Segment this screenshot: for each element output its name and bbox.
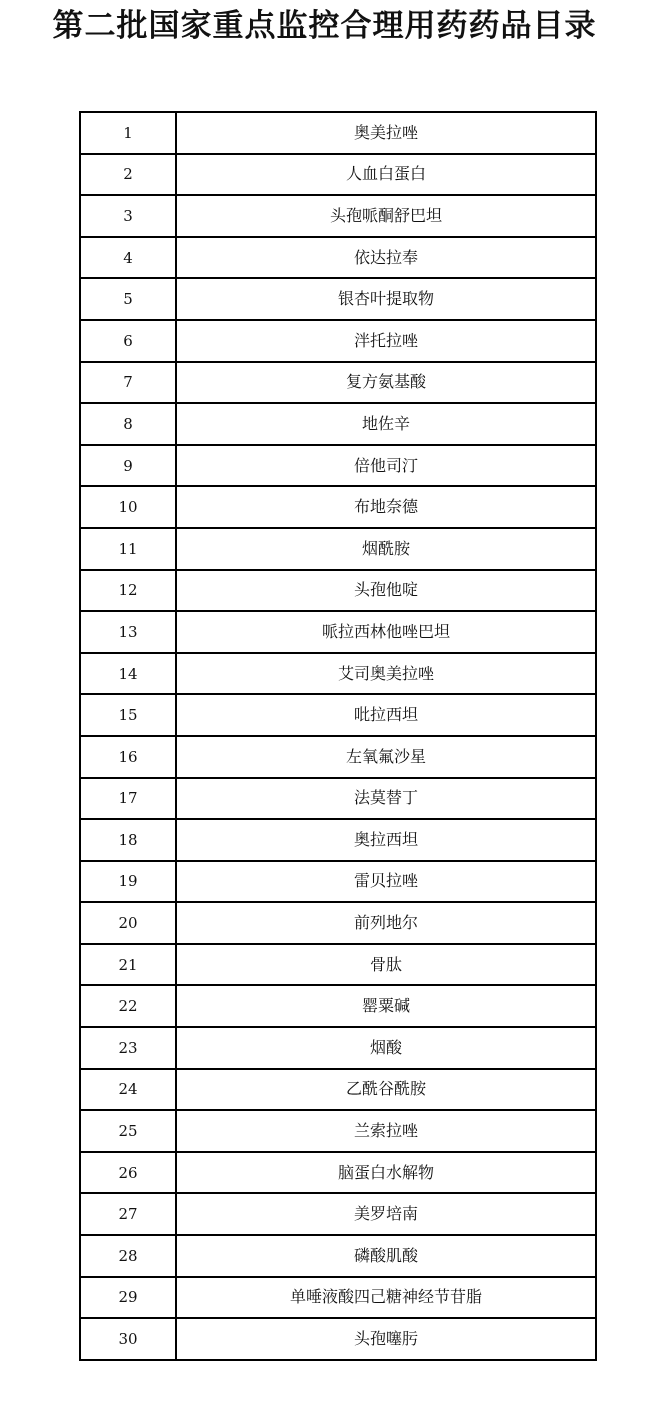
drug-name-cell: 法莫替丁 (176, 778, 596, 820)
row-number-cell: 4 (80, 237, 176, 279)
table-row (80, 985, 596, 1027)
table-row (80, 778, 596, 820)
table-row (80, 237, 596, 279)
drug-name-cell: 奥拉西坦 (176, 819, 596, 861)
drug-name-cell: 烟酰胺 (176, 528, 596, 570)
drug-name-cell: 罂粟碱 (176, 985, 596, 1027)
table-row (80, 1318, 596, 1360)
table-row (80, 362, 596, 404)
table-row (80, 736, 596, 778)
table-row (80, 528, 596, 570)
table-row (80, 570, 596, 612)
row-number-cell: 28 (80, 1235, 176, 1277)
row-number-cell: 21 (80, 944, 176, 986)
drug-name-cell: 头孢他啶 (176, 570, 596, 612)
table-row (80, 320, 596, 362)
document-title: 第二批国家重点监控合理用药药品目录 (52, 8, 597, 44)
row-number-cell: 17 (80, 778, 176, 820)
row-number-cell: 2 (80, 154, 176, 196)
table-row (80, 403, 596, 445)
drug-name-cell: 单唾液酸四己糖神经节苷脂 (176, 1277, 596, 1319)
drug-name-cell: 兰索拉唑 (176, 1110, 596, 1152)
row-number-cell: 8 (80, 403, 176, 445)
table-row (80, 1277, 596, 1319)
table-row (80, 278, 596, 320)
drug-name-cell: 磷酸肌酸 (176, 1235, 596, 1277)
table-row (80, 819, 596, 861)
row-number-cell: 29 (80, 1277, 176, 1319)
row-number-cell: 13 (80, 611, 176, 653)
row-number-cell: 9 (80, 445, 176, 487)
row-number-cell: 27 (80, 1193, 176, 1235)
table-row (80, 154, 596, 196)
drug-name-cell: 依达拉奉 (176, 237, 596, 279)
drug-name-cell: 雷贝拉唑 (176, 861, 596, 903)
table-row (80, 1110, 596, 1152)
drug-name-cell: 奥美拉唑 (176, 112, 596, 154)
table-row (80, 1235, 596, 1277)
drug-name-cell: 泮托拉唑 (176, 320, 596, 362)
row-number-cell: 15 (80, 694, 176, 736)
table-row (80, 1027, 596, 1069)
table-row (80, 902, 596, 944)
drug-list-table (79, 111, 597, 1361)
drug-name-cell: 左氧氟沙星 (176, 736, 596, 778)
drug-name-cell: 复方氨基酸 (176, 362, 596, 404)
row-number-cell: 1 (80, 112, 176, 154)
drug-name-cell: 艾司奥美拉唑 (176, 653, 596, 695)
drug-name-cell: 头孢噻肟 (176, 1318, 596, 1360)
row-number-cell: 30 (80, 1318, 176, 1360)
drug-name-cell: 烟酸 (176, 1027, 596, 1069)
table-row (80, 195, 596, 237)
drug-name-cell: 倍他司汀 (176, 445, 596, 487)
drug-name-cell: 美罗培南 (176, 1193, 596, 1235)
drug-name-cell: 头孢哌酮舒巴坦 (176, 195, 596, 237)
row-number-cell: 11 (80, 528, 176, 570)
table-row (80, 611, 596, 653)
table-row (80, 694, 596, 736)
drug-name-cell: 骨肽 (176, 944, 596, 986)
table-row (80, 653, 596, 695)
drug-name-cell: 前列地尔 (176, 902, 596, 944)
row-number-cell: 14 (80, 653, 176, 695)
row-number-cell: 18 (80, 819, 176, 861)
drug-name-cell: 布地奈德 (176, 486, 596, 528)
row-number-cell: 7 (80, 362, 176, 404)
drug-name-cell: 人血白蛋白 (176, 154, 596, 196)
table-row (80, 112, 596, 154)
row-number-cell: 16 (80, 736, 176, 778)
row-number-cell: 12 (80, 570, 176, 612)
table-row (80, 445, 596, 487)
row-number-cell: 26 (80, 1152, 176, 1194)
row-number-cell: 10 (80, 486, 176, 528)
row-number-cell: 23 (80, 1027, 176, 1069)
row-number-cell: 25 (80, 1110, 176, 1152)
drug-name-cell: 吡拉西坦 (176, 694, 596, 736)
drug-name-cell: 地佐辛 (176, 403, 596, 445)
row-number-cell: 24 (80, 1069, 176, 1111)
drug-list-table-container (79, 111, 597, 1361)
drug-list-body (80, 112, 596, 1360)
row-number-cell: 22 (80, 985, 176, 1027)
drug-name-cell: 哌拉西林他唑巴坦 (176, 611, 596, 653)
drug-name-cell: 银杏叶提取物 (176, 278, 596, 320)
row-number-cell: 6 (80, 320, 176, 362)
row-number-cell: 20 (80, 902, 176, 944)
drug-name-cell: 乙酰谷酰胺 (176, 1069, 596, 1111)
row-number-cell: 19 (80, 861, 176, 903)
row-number-cell: 5 (80, 278, 176, 320)
table-row (80, 1069, 596, 1111)
table-row (80, 1152, 596, 1194)
table-row (80, 861, 596, 903)
table-row (80, 486, 596, 528)
row-number-cell: 3 (80, 195, 176, 237)
table-row (80, 944, 596, 986)
table-row (80, 1193, 596, 1235)
drug-name-cell: 脑蛋白水解物 (176, 1152, 596, 1194)
